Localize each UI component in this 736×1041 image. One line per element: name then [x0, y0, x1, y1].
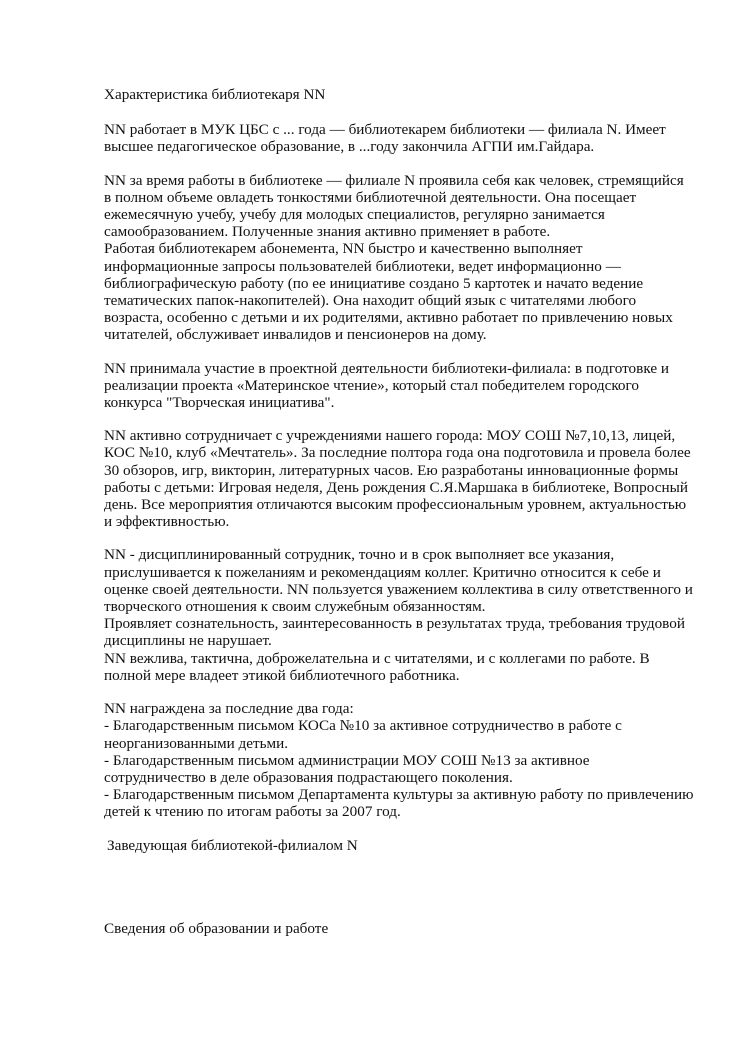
paragraph-text: NN работает в МУК ЦБС с ... года — библиотекарем библиотеки — филиала N. Имеет высшее педагогическое образование, в ...году закончила АГПИ им.Гайдара. [104, 121, 666, 156]
paragraph-cooperation [104, 427, 694, 530]
signature-line: Заведующая библиотекой-филиалом N [107, 836, 358, 854]
section-title: Сведения об образовании и работе [104, 919, 329, 937]
paragraph-work-qualities [104, 172, 694, 344]
document-page [104, 86, 694, 937]
paragraph-text: Проявляет сознательность, заинтересованность в результатах труда, требования трудовой дисциплины не нарушает. [104, 615, 685, 650]
paragraph-discipline [104, 546, 694, 684]
award-item: - Благодарственным письмом Департамента культуры за активную работу по привлечению детей к чтению по итогам работы за 2007 год. [104, 786, 694, 821]
paragraph-text: Работая библиотекарем абонемента, NN быстро и качественно выполняет информационные запросы пользователей библиотеки, ведет информационно — библиографическую работу (по ее инициативе создано 5 картотек и начато ведение тематических папок-накопителей). Она находит общий язык с читателями любого возраста, особенно с детьми и их родителями, активно работает по привлечению новых читателей, обслуживает инвалидов и пенсионеров на дому. [104, 240, 673, 344]
awards-heading: NN награждена за последние два года: [104, 700, 354, 718]
paragraph-project [104, 360, 694, 412]
paragraph-text: NN принимала участие в проектной деятельности библиотеки-филиала: в подготовке и реализации проекта «Материнское чтение», который стал победителем городского конкурса "Творческая инициатива". [104, 359, 669, 412]
paragraph-text: NN вежлива, тактична, доброжелательна и с читателями, и с коллегами по работе. В полной мере владеет этикой библиотечного работника. [104, 649, 650, 684]
paragraph-text: NN активно сотрудничает с учреждениями нашего города: МОУ СОШ №7,10,13, лицей, КОС №10, клуб «Мечтатель». За последние полтора года она подготовила и провела более 30 обзоров, игр, викторин, литературных часов. Ею разработаны инновационные формы работы с детьми: Игровая неделя, День рождения С.Я.Маршака в библиотеке, Вопросный день. Все мероприятия отличаются высоким профессиональным уровнем, актуальностью и эффективностью. [104, 427, 691, 531]
award-item: - Благодарственным письмом КОСа №10 за активное сотрудничество в работе с неорганизованными детьми. [104, 717, 622, 752]
document-title: Характеристика библиотекаря NN [104, 86, 326, 103]
paragraph-awards [104, 700, 694, 820]
paragraph-text: NN за время работы в библиотеке — филиале N проявила себя как человек, стремящийся в полном объеме овладеть тонкостями библиотечной деятельности. Она посещает ежемесячную учебу, учебу для молодых специалистов, регулярно занимается самообразованием. Полученные знания активно применяет в работе. [104, 171, 684, 241]
paragraph-employment [104, 121, 694, 155]
award-item: - Благодарственным письмом администрации МОУ СОШ №13 за активное сотрудничество в деле образования подрастающего поколения. [104, 751, 590, 786]
paragraph-text: NN - дисциплинированный сотрудник, точно и в срок выполняет все указания, прислушивается к пожеланиям и рекомендациям коллег. Критично относится к себе и оценке своей деятельности. NN пользуется уважением коллектива в силу ответственного и творческого отношения к своим служебным обязанностям. [104, 546, 693, 616]
